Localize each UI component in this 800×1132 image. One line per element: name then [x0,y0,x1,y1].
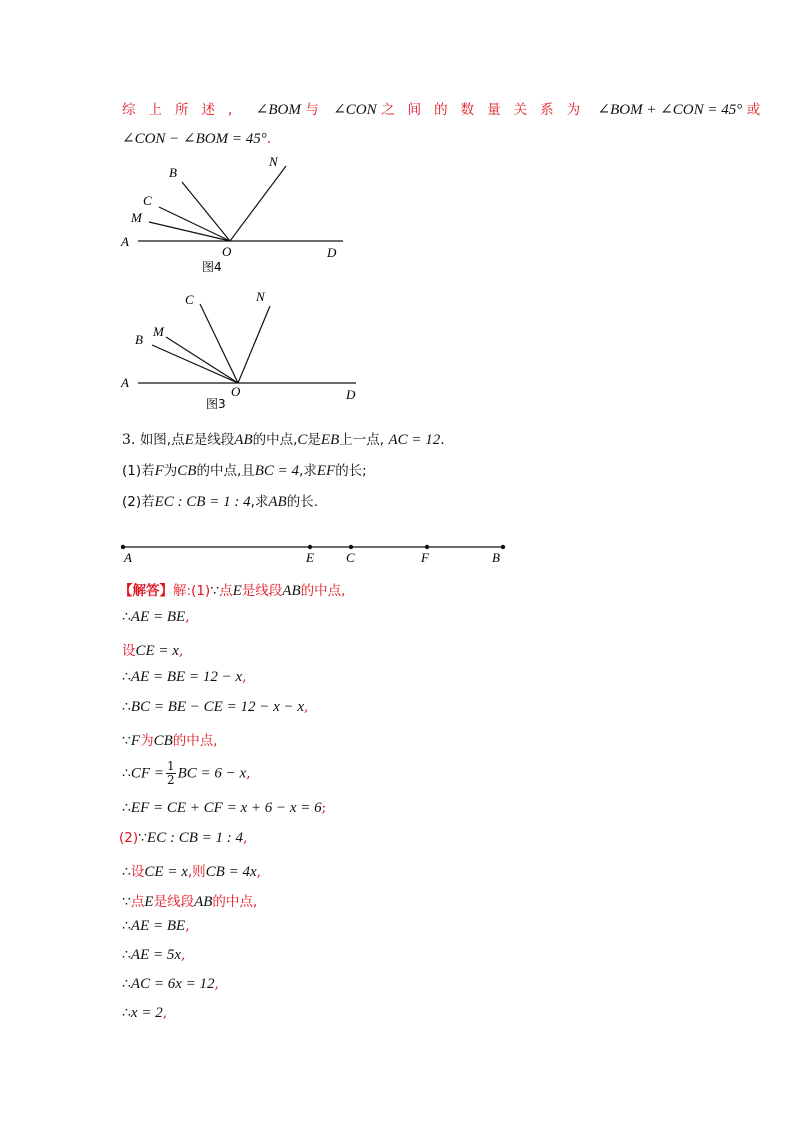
solution-step-2 [122,609,190,626]
summary-with: 与 [305,102,319,118]
solution-step-15 [122,1005,167,1022]
stem-end: . [440,432,445,448]
s12: AE = BE [130,918,186,934]
s1-c: 的中点, [300,583,346,599]
stem-E: E [184,432,194,448]
s8: EF = CE + CF = x + 6 − x = 6 [130,800,322,816]
fig4-label-O: O [222,244,232,259]
summary-line-1 [122,98,760,119]
solution-step-6 [122,729,218,750]
q2-ratio: EC : CB = 1 : 4 [154,494,251,510]
therefore-symbol: ∴ [122,976,131,992]
segment-label-F: F [421,550,429,565]
angle-con: ∠CON [333,102,377,118]
fig3-label-C: C [185,292,194,307]
fig3-label-B: B [135,332,143,347]
s14: AC = 6x = 12 [130,976,215,992]
q1-text-4: 的长; [335,463,367,479]
problem-number: 3. [122,432,136,448]
s11-b: 是线段 [153,894,195,910]
s3: CE = x [135,643,179,659]
s4: AE = BE = 12 − x [130,669,243,685]
fraction-one-half [166,760,176,787]
s6-wei: 为 [140,733,154,749]
s12-comma: , [185,918,190,934]
s10-a: CE = x [144,864,188,880]
s9: EC : CB = 1 : 4 [147,830,243,846]
s9-comma: , [243,830,248,846]
fig4-ray-ON [230,166,286,241]
therefore-symbol: ∴ [122,765,131,782]
s3-she: 设 [122,643,136,659]
point-F [425,545,429,549]
fig3-label-N: N [256,289,265,304]
q1-text-1: 为 [163,463,178,479]
therefore-symbol: ∴ [122,918,131,934]
solution-step-5 [122,699,308,716]
s15: x = 2 [130,1005,163,1021]
angle-bom: ∠BOM [255,102,301,118]
s6-F: F [130,733,141,749]
s10-comma: , [256,864,262,880]
therefore-symbol: ∴ [122,669,131,685]
stem-text-4: 是 [307,432,321,448]
fig3-ray-OB [152,345,238,383]
summary-end: . [266,131,272,147]
solution-step-8 [122,800,326,817]
s14-comma: , [214,976,219,992]
s13: AE = 5x [130,947,182,963]
point-A [121,545,125,549]
q1-F: F [154,463,164,479]
q1-prefix: (1)若 [122,463,155,479]
solution-part-2: (2) [119,830,139,846]
s8-semicolon: ; [321,800,327,816]
solution-step-13 [122,947,185,964]
solution-step-3 [122,639,183,660]
q1-CB: CB [177,463,197,479]
s7-comma: , [246,765,251,782]
solution-header-line [119,579,345,600]
therefore-symbol: ∴ [122,699,131,715]
fig4-label-M: M [131,210,142,225]
fig4-label-A: A [121,234,129,249]
segment-label-C: C [346,550,355,565]
summary-or: 或 [746,102,761,118]
segment-label-B: B [492,550,500,565]
fig4-ray-OB [182,182,230,241]
s11-a: 点 [130,894,145,910]
q2-end: 的长. [286,494,318,510]
question-2 [122,490,318,511]
s6-CB: CB [153,733,173,749]
figure-4 [112,152,372,277]
solution-header: 【解答】 [119,583,173,599]
fig3-caption: 图3 [206,397,226,411]
s10-she: 设 [130,864,145,880]
q2-text: ,求 [250,494,269,510]
s7-b: BC = 6 − x [177,765,247,782]
s11-c: 的中点, [212,894,258,910]
because-symbol: ∵ [138,830,148,846]
s1-E: E [232,583,242,599]
q1-EF: EF [316,463,336,479]
s10-ze: ,则 [187,864,206,880]
fig4-ray-OC [159,207,230,241]
therefore-symbol: ∴ [122,800,131,816]
solution-jie: 解: [173,583,192,599]
s7-a: CF = [130,765,164,782]
solution-step-11 [122,890,257,911]
q1-text-2: 的中点,且 [196,463,255,479]
fig3-ray-ON [238,306,270,383]
because-symbol: ∵ [210,583,220,599]
s2: AE = BE [130,609,186,625]
solution-step-14 [122,976,219,993]
fig4-caption: 图4 [202,260,222,274]
solution-step-9 [119,830,247,847]
stem-C: C [297,432,308,448]
fraction-denominator: 2 [166,773,175,787]
because-symbol: ∵ [122,733,131,749]
s6-end: 的中点, [172,733,218,749]
s11-E: E [144,894,154,910]
therefore-symbol: ∴ [122,609,131,625]
summary-relation: 之间的数量关系为 [381,102,594,118]
stem-text-2: 是线段 [193,432,235,448]
q2-prefix: (2)若 [122,494,155,510]
solution-step-4 [122,669,247,686]
segment-figure [115,538,515,568]
s5: BC = BE − CE = 12 − x − x [130,699,305,715]
fig3-label-O: O [231,384,241,399]
fig3-label-M: M [153,324,164,339]
fig4-label-B: B [169,165,177,180]
q1-bc: BC = 4 [254,463,300,479]
solution-step-12 [122,918,190,935]
s10-b: CB = 4x [205,864,257,880]
figure-3 [112,285,372,415]
stem-ac-eq: AC = 12 [388,432,441,448]
point-B [501,545,505,549]
s1-b: 是线段 [241,583,283,599]
fig3-label-A: A [121,375,129,390]
solution-step-10 [122,860,261,881]
point-E [308,545,312,549]
summary-line-2 [122,129,271,148]
fraction-numerator: 1 [166,759,175,773]
stem-AB: AB [234,432,253,448]
question-1 [122,459,367,480]
formula-2: ∠CON − ∠BOM = 45° [122,131,267,147]
problem-stem [122,428,445,449]
therefore-symbol: ∴ [122,864,131,880]
fig4-label-N: N [269,154,278,169]
q2-AB: AB [268,494,287,510]
s1-a: 点 [219,583,233,599]
summary-prefix: 综上所述, [122,102,246,118]
s4-comma: , [242,669,247,685]
therefore-symbol: ∴ [122,1005,131,1021]
s1-AB: AB [282,583,301,599]
fig4-label-D: D [327,245,337,260]
segment-label-A: A [124,550,132,565]
formula-1: ∠BOM + ∠CON = 45° [597,102,743,118]
stem-text-1: 如图,点 [139,432,185,448]
stem-EB: EB [320,432,340,448]
point-C [349,545,353,549]
stem-text-5: 上一点, [339,432,385,448]
solution-step-7 [122,760,251,787]
s15-comma: , [162,1005,168,1021]
fig3-label-D: D [346,387,356,402]
s5-comma: , [304,699,309,715]
s11-AB: AB [194,894,213,910]
fig4-ray-OM [149,222,230,241]
q1-text-3: ,求 [299,463,317,479]
because-symbol: ∵ [122,894,131,910]
s13-comma: , [181,947,186,963]
segment-label-E: E [306,550,314,565]
s3-comma: , [178,643,184,659]
therefore-symbol: ∴ [122,947,131,963]
s2-comma: , [185,609,190,625]
fig4-label-C: C [143,193,152,208]
stem-text-3: 的中点, [252,432,298,448]
solution-part-1: (1) [191,583,211,599]
